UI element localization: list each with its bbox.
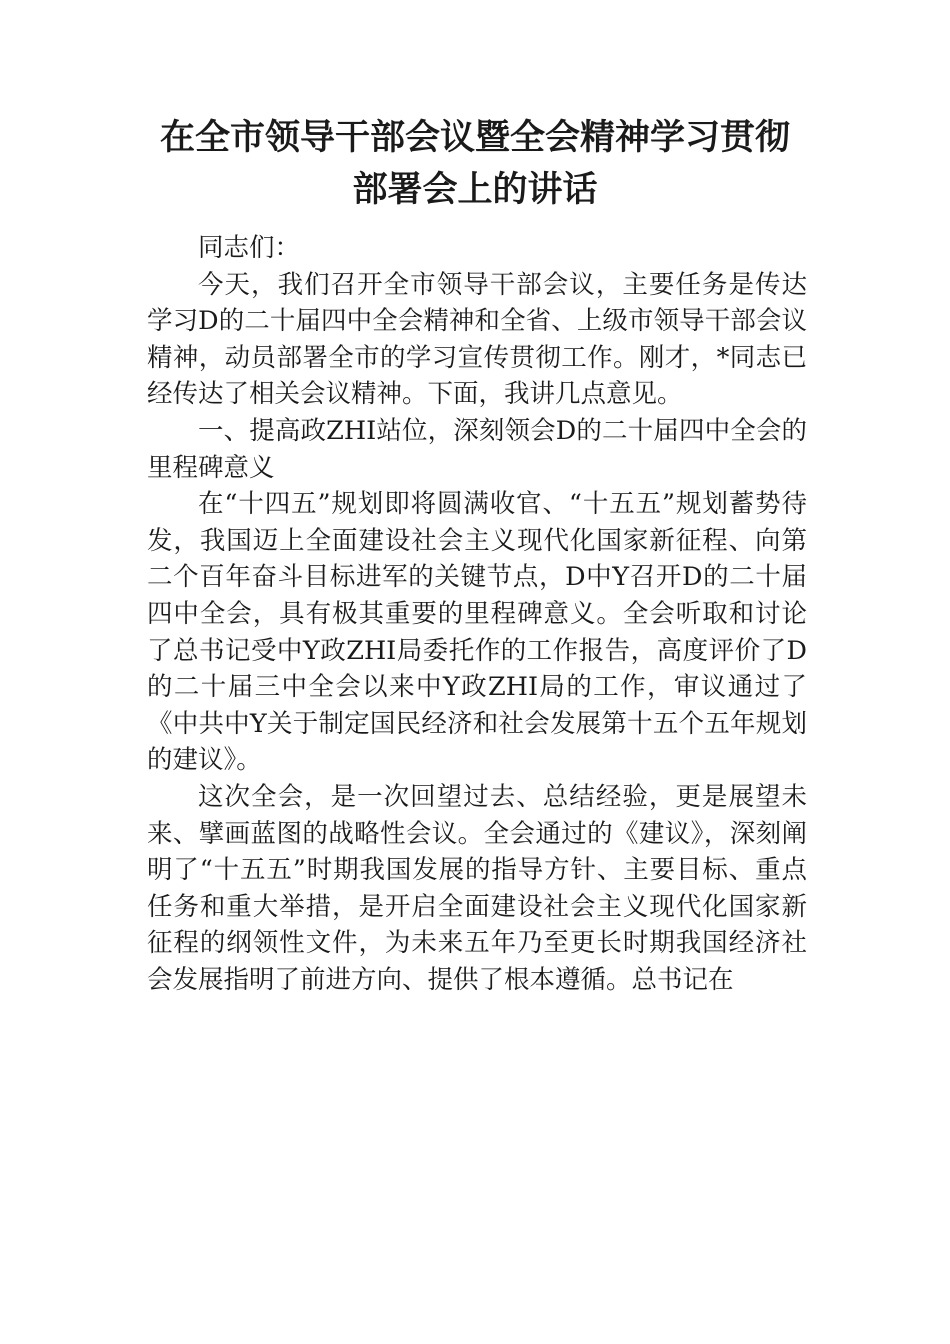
- document-body: [147, 230, 807, 998]
- paragraph-plenum-significance: 在“十四五”规划即将圆满收官、“十五五”规划蓄势待发，我国迈上全面建设社会主义现代化国家新征程、向第二个百年奋斗目标进军的关键节点，D中Y召开D的二十届四中全会，具有极其重要的里程碑意义。全会听取和讨论了总书记受中Y政ZHI局委托作的工作报告，高度评价了D的二十届三中全会以来中Y政ZHI局的工作，审议通过了《中共中Y关于制定国民经济和社会发展第十五个五年规划的建议》。: [147, 489, 807, 776]
- paragraph-opening: 今天，我们召开全市领导干部会议，主要任务是传达学习D的二十届四中全会精神和全省、上级市领导干部会议精神，动员部署全市的学习宣传贯彻工作。刚才，*同志已经传达了相关会议精神。下面，我讲几点意见。: [147, 269, 807, 410]
- greeting: 同志们：: [198, 233, 301, 263]
- title-line-1: 在全市领导干部会议暨全会精神学习贯彻: [159, 118, 790, 158]
- section-heading-1: 一、提高政ZHI站位，深刻领会D的二十届四中全会的里程碑意义: [147, 415, 807, 483]
- paragraph-strategic-meeting: 这次全会，是一次回望过去、总结经验，更是展望未来、擘画蓝图的战略性会议。全会通过的《建议》，深刻阐明了“十五五”时期我国发展的指导方针、主要目标、重点任务和重大举措，是开启全面建设社会主义现代化国家新征程的纲领性文件，为未来五年乃至更长时期我国经济社会发展指明了前进方向、提供了根本遵循。总书记在: [147, 781, 807, 995]
- title-line-2: 部署会上的讲话: [352, 170, 598, 210]
- document-title: [145, 112, 805, 216]
